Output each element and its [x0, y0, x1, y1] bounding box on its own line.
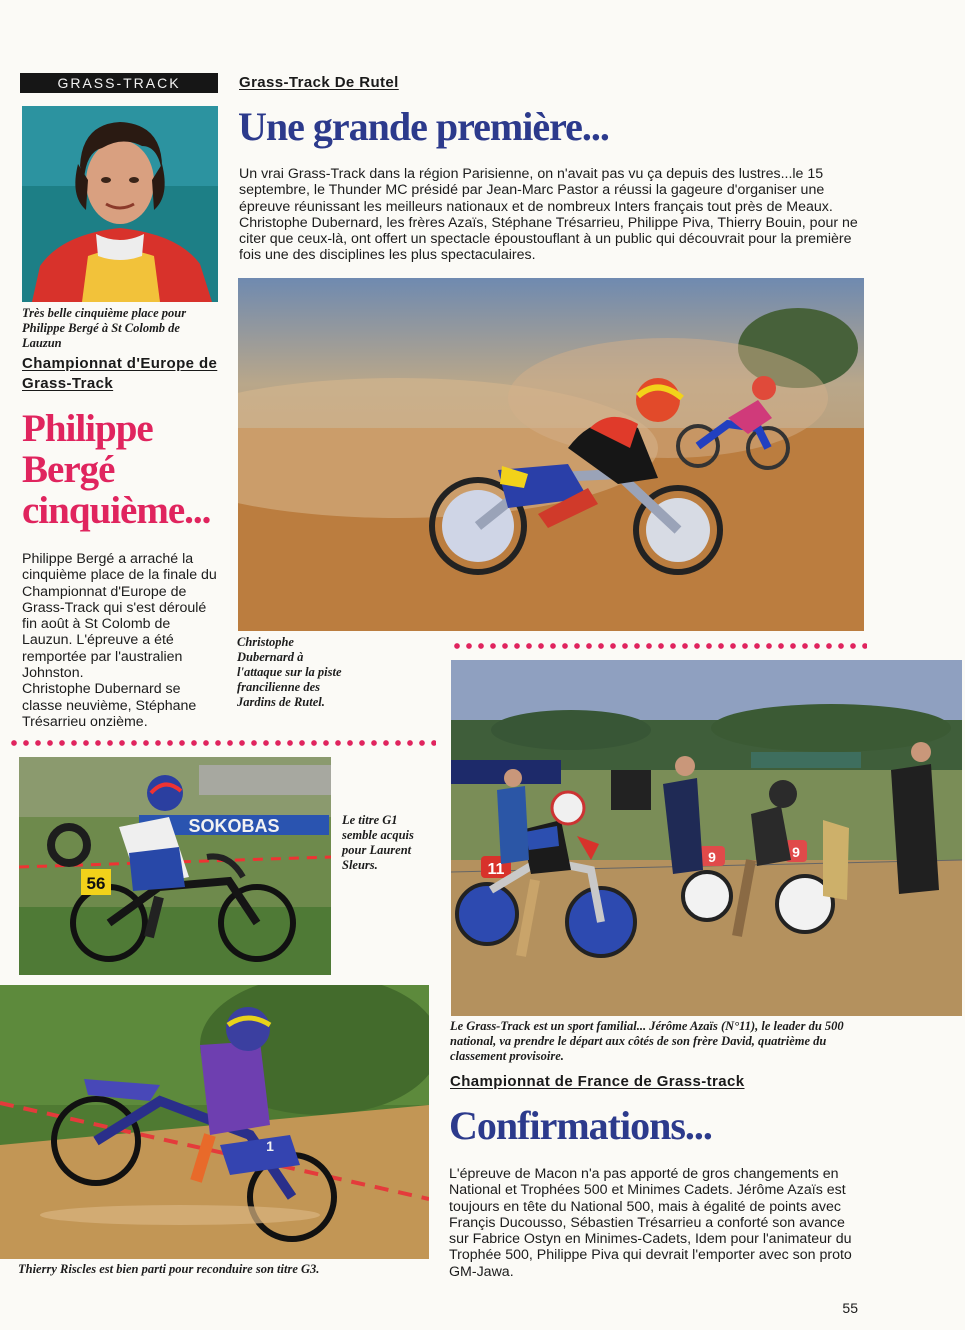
- portrait-photo: [22, 106, 218, 302]
- europe-title-line: cinquième...: [22, 489, 211, 532]
- bike-number-56: 56: [86, 874, 106, 893]
- g1-caption: Le titre G1 semble acquis pour Laurent Sleurs.: [342, 813, 414, 872]
- g1-photo: [19, 757, 331, 975]
- europe-kicker: Championnat d'Europe de Grass-Track: [22, 355, 218, 392]
- france-title: Confirmations...: [449, 1103, 712, 1148]
- europe-body: Philippe Bergé a arraché la cinquième place de la finale du Championnat d'Europe de Grass-Track qui s'est déroulé fin août à St Colomb de Lauzun. L'épreuve a été remportée par l'australien Johnston. Christophe Dubernard se classe neuvième, Stéphane Trésarrieu onzième.: [22, 551, 217, 730]
- bike-number-11: 11: [487, 861, 505, 878]
- family-photo-caption: Le Grass-Track est un sport familial... Jérôme Azaïs (N°11), le leader du 500 national, va prendre le départ aux côtés de son frère David, quatrième du classement provisoire.: [450, 1019, 844, 1063]
- rutel-title: Une grande première...: [238, 104, 609, 149]
- family-start-photo: [451, 660, 962, 1016]
- france-body: L'épreuve de Macon n'a pas apporté de gros changements en National et Trophées 500 et Minimes Cadets. Jérôme Azaïs est toujours en tête du National 500, mais à égalité de points avec Françis Ducousso, Sébastien Trésarrieu a conforté son avance sur Fabrice Ostyn en Minimes-Cadets, Idem pour l'animateur du Trophée 500, Philippe Piva qui devrait l'emporter avec son proto GM-Jawa.: [449, 1166, 852, 1280]
- europe-title-line: Bergé: [22, 448, 115, 491]
- portrait-caption: Très belle cinquième place pour Philippe Bergé à St Colomb de Lauzun: [22, 306, 187, 350]
- france-kicker: Championnat de France de Grass-track: [450, 1073, 745, 1090]
- section-tag: GRASS-TRACK: [20, 73, 218, 93]
- g3-caption: Thierry Riscles est bien parti pour reconduire son titre G3.: [18, 1262, 320, 1276]
- page-number: 55: [842, 1300, 858, 1316]
- dotted-separator: [8, 739, 436, 747]
- main-race-photo: [238, 278, 864, 631]
- bike-number-9a: 9: [708, 849, 716, 865]
- rutel-body: Un vrai Grass-Track dans la région Parisienne, on n'avait pas vu ça depuis des lustres...le 15 septembre, le Thunder MC présidé par Jean-Marc Pastor a réussi la gageure d'organiser une épreuve réunissant les meilleurs nationaux et de nombreux Inters français tout près de Meaux. Christophe Dubernard, les frères Azaïs, Stéphane Trésarrieu, Philippe Piva, Thierry Bouin, pour ne citer que ceux-là, ont offert un spectacle époustouflant à un public qui découvrait pour la première fois une des disciplines les plus spectaculaires.: [239, 166, 858, 264]
- dotted-separator: [451, 642, 867, 650]
- rutel-kicker: Grass-Track De Rutel: [239, 74, 399, 91]
- europe-title: [22, 408, 232, 531]
- bike-number-9b: 9: [792, 844, 800, 860]
- rutel-photo-caption: Christophe Dubernard à l'attaque sur la piste francilienne des Jardins de Rutel.: [237, 635, 342, 709]
- sponsor-board: SOKOBAS: [188, 816, 280, 836]
- europe-title-line: Philippe: [22, 407, 153, 450]
- bike-number-1: 1: [266, 1138, 274, 1154]
- g3-photo: [0, 985, 429, 1259]
